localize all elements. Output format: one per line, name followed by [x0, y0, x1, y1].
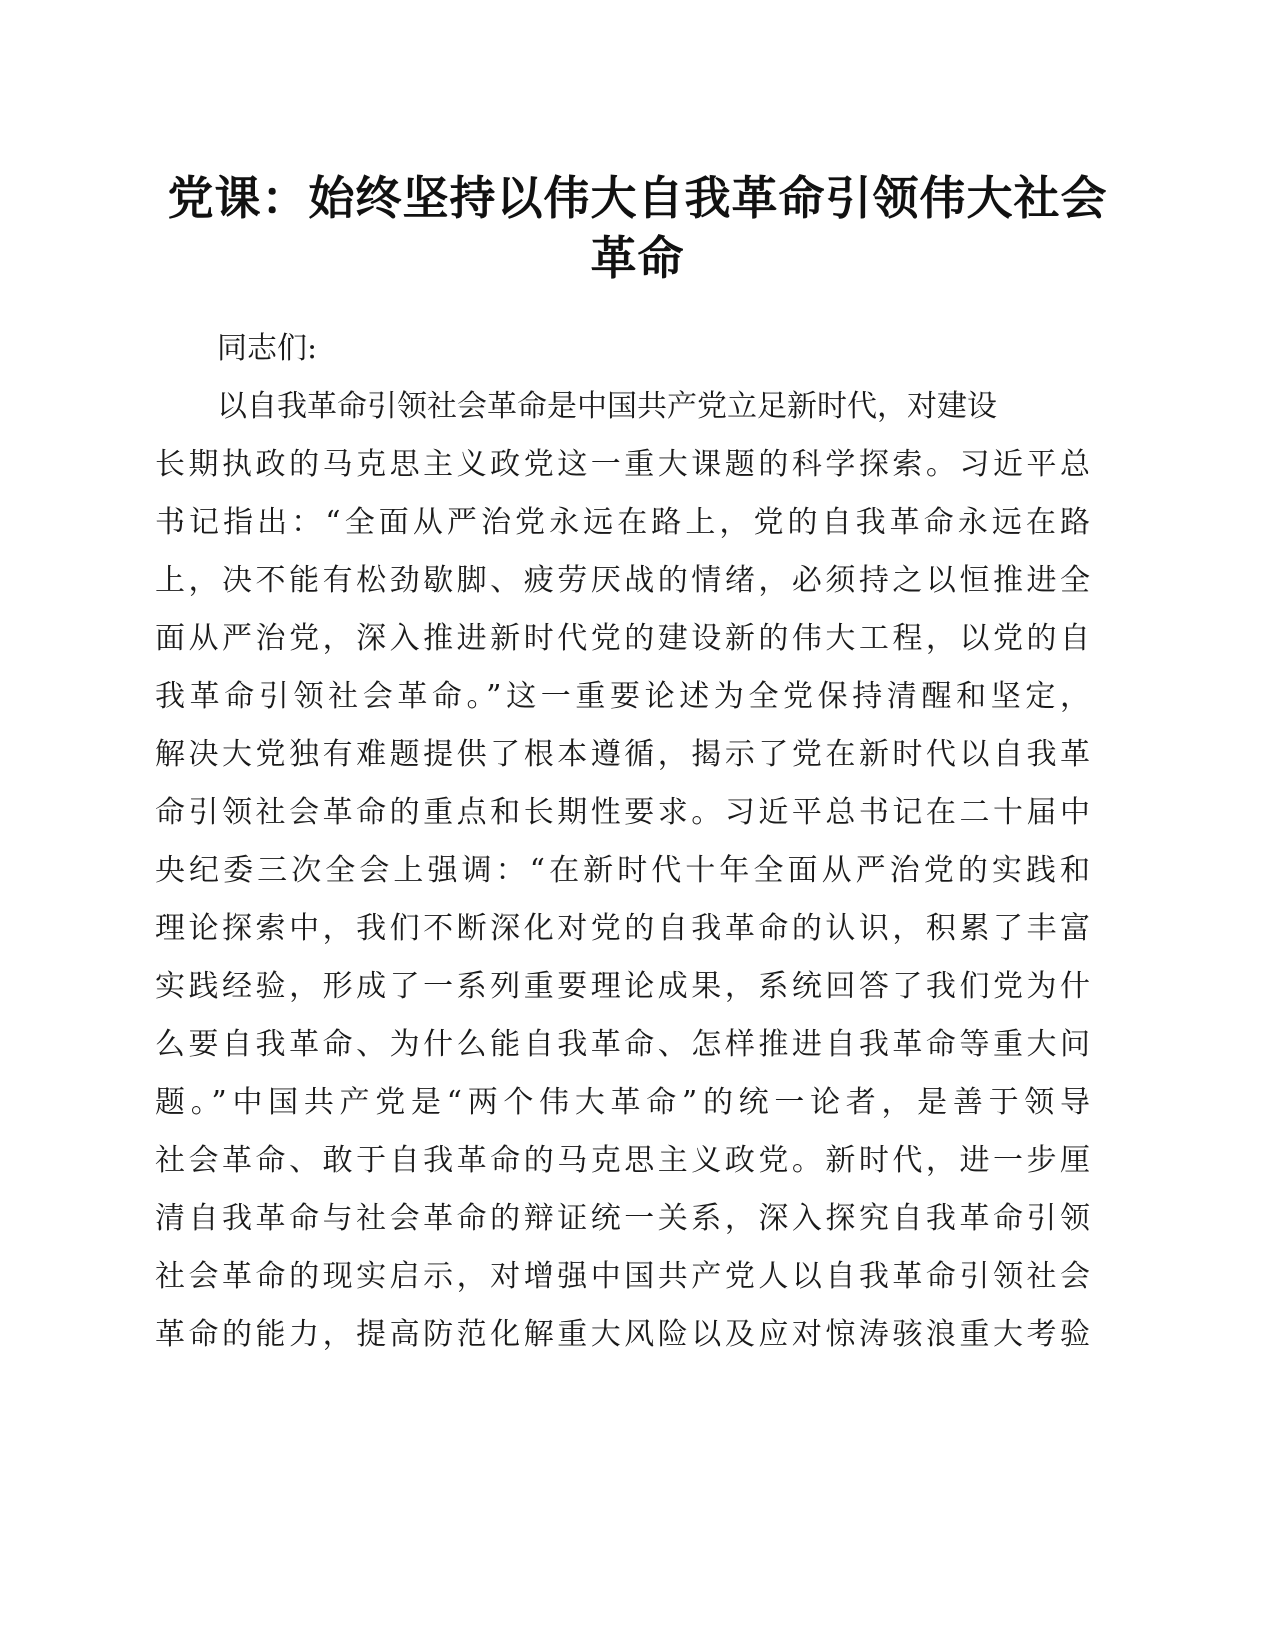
paragraph-line: 么要自我革命、为什么能自我革命、怎样推进自我革命等重大问	[155, 1027, 1090, 1062]
paragraph-line: 社会革命的现实启示，对增强中国共产党人以自我革命引领社会	[155, 1259, 1090, 1294]
paragraph-line: 上，决不能有松劲歇脚、疲劳厌战的情绪，必须持之以恒推进全	[155, 563, 1090, 598]
paragraph-line: 理论探索中，我们不断深化对党的自我革命的认识，积累了丰富	[155, 911, 1090, 946]
paragraph-line: 长期执政的马克思主义政党这一重大课题的科学探索。习近平总	[155, 447, 1090, 482]
paragraph-line: 书记指出：“全面从严治党永远在路上，党的自我革命永远在路	[155, 505, 1090, 540]
paragraph-line: 实践经验，形成了一系列重要理论成果，系统回答了我们党为什	[155, 969, 1090, 1004]
paragraph-line: 面从严治党，深入推进新时代党的建设新的伟大工程，以党的自	[155, 621, 1090, 656]
title-line-2: 革命	[590, 231, 685, 285]
paragraph-line: 解决大党独有难题提供了根本遵循，揭示了党在新时代以自我革	[155, 737, 1090, 772]
paragraph-line: 题。”中国共产党是“两个伟大革命”的统一论者，是善于领导	[155, 1085, 1090, 1120]
paragraph-line: 我革命引领社会革命。”这一重要论述为全党保持清醒和坚定，	[155, 679, 1090, 714]
paragraph-line: 以自我革命引领社会革命是中国共产党立足新时代，对建设	[217, 389, 997, 424]
salutation: 同志们:	[217, 331, 318, 366]
paragraph-line: 命引领社会革命的重点和长期性要求。习近平总书记在二十届中	[155, 795, 1090, 830]
paragraph-line: 革命的能力，提高防范化解重大风险以及应对惊涛骇浪重大考验	[155, 1317, 1090, 1352]
title-line-1: 党课：始终坚持以伟大自我革命引领伟大社会	[167, 171, 1108, 225]
document-body	[155, 320, 1090, 1364]
document-title	[140, 168, 1135, 288]
paragraph-line: 清自我革命与社会革命的辩证统一关系，深入探究自我革命引领	[155, 1201, 1090, 1236]
paragraph-line: 央纪委三次全会上强调：“在新时代十年全面从严治党的实践和	[155, 853, 1090, 888]
paragraph-line: 社会革命、敢于自我革命的马克思主义政党。新时代，进一步厘	[155, 1143, 1090, 1178]
